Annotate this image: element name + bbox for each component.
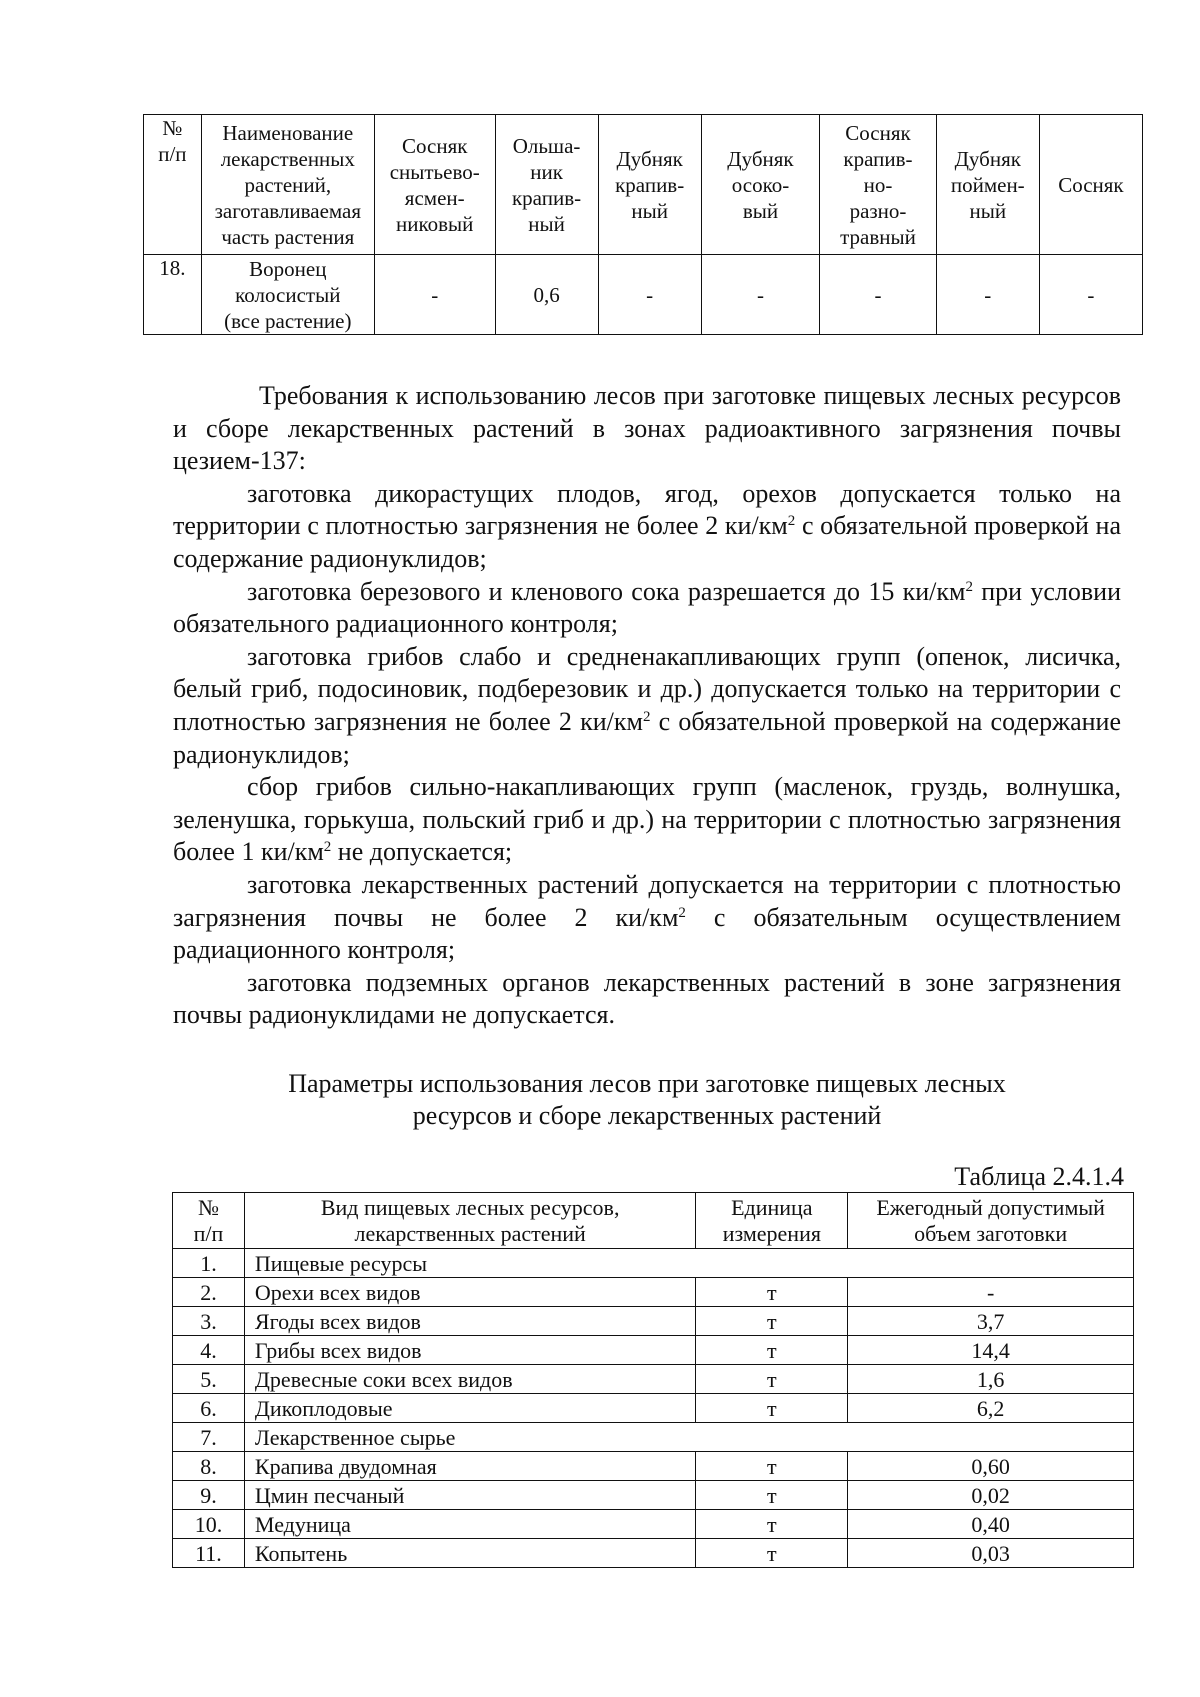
row-number: 5. xyxy=(173,1365,245,1394)
table-row xyxy=(144,255,1143,335)
header-line: ный xyxy=(631,198,668,223)
resource-name: Древесные соки всех видов xyxy=(244,1365,695,1394)
header-line: поймен- xyxy=(950,172,1025,197)
plant-name-line: колосистый xyxy=(235,282,341,307)
header-line: п/п xyxy=(193,1220,224,1246)
header-line: растений, xyxy=(244,172,332,197)
header-name xyxy=(244,1193,695,1249)
text-run: не допускается; xyxy=(331,837,513,867)
row-number: 6. xyxy=(173,1394,245,1423)
unit-cell: т xyxy=(696,1278,848,1307)
header-line: разно- xyxy=(849,198,907,223)
plant-name-cell xyxy=(201,255,374,335)
header-line: лекарственных xyxy=(220,146,355,171)
header-line: Сосняк xyxy=(1058,172,1124,197)
unit-cell: т xyxy=(696,1307,848,1336)
resource-name: Грибы всех видов xyxy=(244,1336,695,1365)
header-line: заготавливаемая xyxy=(214,198,362,223)
text-run: с обязательной проверкой на содержание радионуклидов; xyxy=(173,706,1121,769)
row-number: 4. xyxy=(173,1336,245,1365)
text-run: заготовка березового и кленового сока разрешается до 15 ки/км xyxy=(247,576,966,606)
requirements-text xyxy=(173,380,1121,1032)
row-number: 1. xyxy=(173,1249,245,1278)
resource-name: Крапива двудомная xyxy=(244,1452,695,1481)
table-row xyxy=(173,1481,1134,1510)
resource-name: Ягоды всех видов xyxy=(244,1307,695,1336)
forest-type-table xyxy=(143,114,1143,335)
volume-cell: 1,6 xyxy=(848,1365,1134,1394)
header-line: никовый xyxy=(396,211,474,236)
paragraph xyxy=(173,478,1121,576)
unit-cell: т xyxy=(696,1510,848,1539)
column-header xyxy=(598,115,701,255)
unit-cell: т xyxy=(696,1481,848,1510)
superscript: 2 xyxy=(323,839,332,856)
unit-cell: т xyxy=(696,1394,848,1423)
row-number: 9. xyxy=(173,1481,245,1510)
text-run: сбор грибов сильно-накапливающих групп (масленок, груздь, волнушка, зеленушка, горькуша, польский гриб и др.) на территории с плотностью загрязнения более 1 ки/км xyxy=(173,772,1121,867)
column-header xyxy=(201,115,374,255)
header-num xyxy=(173,1193,245,1249)
header-line: но- xyxy=(863,172,893,197)
paragraph: Требования к использованию лесов при заготовке пищевых лесных ресурсов и сборе лекарственных растений в зонах радиоактивного загрязнения почвы цезием-137: xyxy=(173,381,1121,476)
unit-cell: т xyxy=(696,1365,848,1394)
table-row xyxy=(173,1307,1134,1336)
column-header xyxy=(820,115,936,255)
value-cell: 0,6 xyxy=(495,255,598,335)
header-line: Единица xyxy=(731,1194,813,1220)
row-number: 2. xyxy=(173,1278,245,1307)
paragraph xyxy=(173,869,1121,967)
header-line: ник xyxy=(530,159,563,184)
unit-cell: т xyxy=(696,1539,848,1568)
row-number: 7. xyxy=(173,1423,245,1452)
paragraph xyxy=(173,771,1121,869)
table-row xyxy=(173,1336,1134,1365)
title-line: Параметры использования лесов при заготовке пищевых лесных xyxy=(288,1069,1006,1098)
header-line: Вид пищевых лесных ресурсов, xyxy=(320,1194,620,1220)
paragraph xyxy=(173,576,1121,641)
header-line: Ежегодный допустимый xyxy=(876,1194,1105,1220)
plant-name-line: (все растение) xyxy=(224,308,352,333)
volume-cell: 14,4 xyxy=(848,1336,1134,1365)
volume-cell: 0,03 xyxy=(848,1539,1134,1568)
plant-name-line: Воронец xyxy=(249,256,327,281)
volume-cell: 0,60 xyxy=(848,1452,1134,1481)
text-run: заготовка лекарственных растений допускается на территории с плотностью загрязнения почвы не более 2 ки/км xyxy=(173,869,1121,932)
header-line: вый xyxy=(742,198,779,223)
column-header xyxy=(936,115,1039,255)
header-line: измерения xyxy=(722,1220,821,1246)
superscript: 2 xyxy=(787,513,796,530)
text-run: при условии обязательного радиационного контроля; xyxy=(173,576,1122,639)
title-line: ресурсов и сборе лекарственных растений xyxy=(412,1101,882,1130)
table-row xyxy=(173,1394,1134,1423)
column-header xyxy=(1039,115,1142,255)
volume-cell: - xyxy=(848,1278,1134,1307)
superscript: 2 xyxy=(642,708,651,725)
header-line: Сосняк xyxy=(401,133,468,158)
row-number: 8. xyxy=(173,1452,245,1481)
header-line: крапив- xyxy=(511,185,582,210)
header-line: № xyxy=(197,1194,219,1220)
text-run: заготовка грибов слабо и средненакапливающих групп (опенок, лисичка, белый гриб, подосиновик, подберезовик и др.) допускается только на территории с плотностью загрязнения не более 2 ки/км xyxy=(173,641,1121,736)
section-title xyxy=(173,1068,1121,1132)
section-name: Пищевые ресурсы xyxy=(244,1249,1133,1278)
value-cell: - xyxy=(701,255,820,335)
row-number: 10. xyxy=(173,1510,245,1539)
header-line: п/п xyxy=(158,142,187,166)
header-line: ный xyxy=(969,198,1007,223)
header-unit xyxy=(696,1193,848,1249)
volume-cell: 3,7 xyxy=(848,1307,1134,1336)
volume-cell: 6,2 xyxy=(848,1394,1134,1423)
header-value xyxy=(848,1193,1134,1249)
header-line: ясмен- xyxy=(404,185,465,210)
text-run: заготовка дикорастущих плодов, ягод, орехов допускается только на территории с плотностью загрязнения не более 2 ки/км xyxy=(173,478,1121,541)
header-line: крапив- xyxy=(615,172,685,197)
table-row xyxy=(173,1539,1134,1568)
header-line: № xyxy=(162,116,183,140)
header-line: Наименование xyxy=(222,120,354,145)
resource-name: Цмин песчаный xyxy=(244,1481,695,1510)
header-line: травный xyxy=(840,224,916,249)
resource-name: Дикоплодовые xyxy=(244,1394,695,1423)
resource-name: Медуница xyxy=(244,1510,695,1539)
row-number: 3. xyxy=(173,1307,245,1336)
volume-cell: 0,40 xyxy=(848,1510,1134,1539)
table-row xyxy=(173,1249,1134,1278)
header-line: крапив- xyxy=(843,146,913,171)
header-line: Дубняк xyxy=(954,146,1021,171)
volume-cell: 0,02 xyxy=(848,1481,1134,1510)
row-number: 11. xyxy=(173,1539,245,1568)
header-line: объем заготовки xyxy=(914,1220,1068,1246)
column-header xyxy=(374,115,495,255)
unit-cell: т xyxy=(696,1452,848,1481)
resource-name: Орехи всех видов xyxy=(244,1278,695,1307)
table-header-row xyxy=(173,1193,1134,1249)
table-row xyxy=(173,1423,1134,1452)
superscript: 2 xyxy=(965,578,973,595)
column-header xyxy=(495,115,598,255)
value-cell: - xyxy=(1039,255,1142,335)
text-run: с обязательной проверкой на содержание радионуклидов; xyxy=(173,511,1121,573)
table-header-row xyxy=(144,115,1143,255)
header-line: часть растения xyxy=(221,224,355,249)
parameters-table xyxy=(172,1192,1134,1568)
resource-name: Копытень xyxy=(244,1539,695,1568)
header-line: лекарственных растений xyxy=(354,1220,586,1246)
unit-cell: т xyxy=(696,1336,848,1365)
text-run: с обязательным осуществлением радиационного контроля; xyxy=(173,902,1122,965)
paragraph xyxy=(173,641,1121,771)
table-row xyxy=(173,1365,1134,1394)
section-name: Лекарственное сырье xyxy=(244,1423,1133,1452)
value-cell: - xyxy=(936,255,1039,335)
paragraph: заготовка подземных органов лекарственных растений в зоне загрязнения почвы радионуклидами не допускается. xyxy=(173,967,1121,1030)
header-line: Сосняк xyxy=(845,120,911,145)
column-header xyxy=(144,115,202,255)
table-row xyxy=(173,1278,1134,1307)
row-number: 18. xyxy=(144,255,202,335)
value-cell: - xyxy=(820,255,936,335)
header-line: Ольша- xyxy=(512,133,581,158)
table-label: Таблица 2.4.1.4 xyxy=(954,1162,1124,1191)
table-row xyxy=(173,1510,1134,1539)
header-line: осоко- xyxy=(731,172,790,197)
header-line: Дубняк xyxy=(727,146,794,171)
column-header xyxy=(701,115,820,255)
value-cell: - xyxy=(598,255,701,335)
value-cell: - xyxy=(374,255,495,335)
header-line: ный xyxy=(528,211,565,236)
table-row xyxy=(173,1452,1134,1481)
header-line: Дубняк xyxy=(616,146,683,171)
header-line: снытьево- xyxy=(389,159,480,184)
superscript: 2 xyxy=(678,904,686,921)
